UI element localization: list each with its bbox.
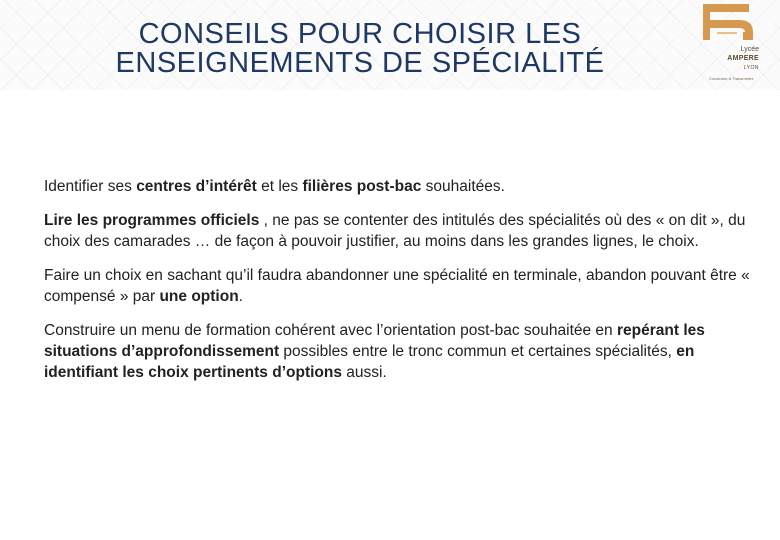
body-text: Faire un choix en sachant qu’il faudra abandonner une spécialité en terminale, abandon pouvant être « compensé » par <box>44 267 750 305</box>
body-text: , ne pas se contenter des intitulés des spécialités où des « on dit », du choix des camarades … de façon à pouvoir justifier, au moins dans les grandes lignes, le choix. <box>44 212 746 250</box>
emphasis-text: en identifiant les choix pertinents d’options <box>44 343 695 381</box>
slide-title-line-2: ENSEIGNEMENTS DE SPÉCIALITÉ <box>115 47 605 79</box>
slide-title <box>40 20 680 78</box>
body-text: Construire un menu de formation cohérent avec l’orientation post-bac souhaitée en <box>44 322 617 339</box>
emphasis-text: une option <box>159 288 239 305</box>
body-text: aussi. <box>341 364 387 381</box>
body-text: possibles entre le tronc commun et certaines spécialités, <box>279 343 677 360</box>
logo-line-lyon: LYON <box>743 65 759 71</box>
emphasis-text: repérant les situations d’approfondissement <box>44 322 705 360</box>
advice-paragraph-3 <box>44 265 750 307</box>
emphasis-text: centres d’intérêt <box>136 178 257 195</box>
advice-paragraph-4 <box>44 320 750 383</box>
advice-paragraph-2 <box>44 210 750 252</box>
logo-line-lycee: Lycée <box>740 46 759 53</box>
logo-line-ampere: AMPERE <box>727 55 759 62</box>
slide-title-line-1: CONSEILS POUR CHOISIR LES <box>138 18 582 50</box>
slide-body <box>44 176 750 396</box>
body-text: souhaitées. <box>421 178 505 195</box>
emphasis-text: filières post-bac <box>302 178 422 195</box>
school-logo <box>695 2 767 86</box>
emphasis-text: Lire les programmes officiels <box>44 212 260 229</box>
slide-header <box>0 0 780 90</box>
advice-paragraph-1 <box>44 176 750 197</box>
body-text: Identifier ses <box>44 178 137 195</box>
logo-tagline: Construire & Transmettre <box>709 76 754 81</box>
body-text: et les <box>256 178 303 195</box>
body-text: . <box>238 288 243 305</box>
lycee-ampere-5-logo-icon <box>695 2 767 86</box>
